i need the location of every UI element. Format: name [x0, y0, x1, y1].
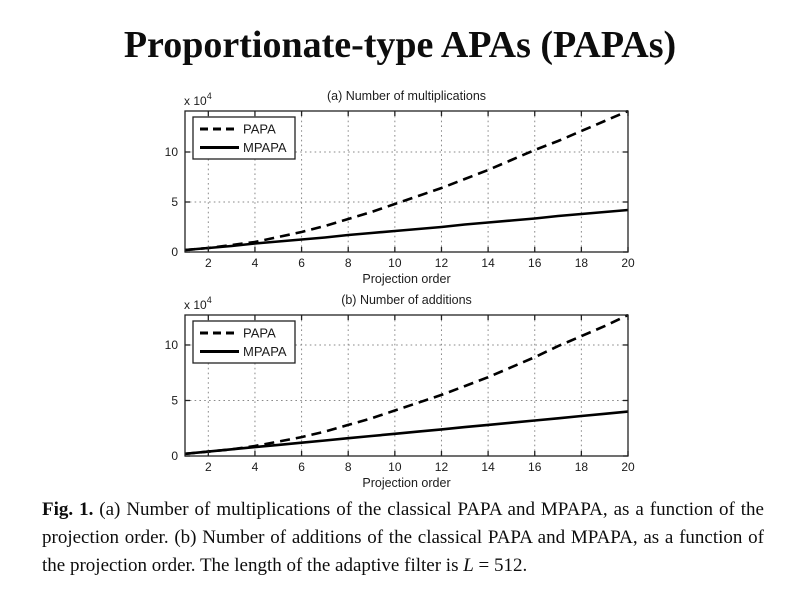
x-tick-label: 12 [434, 460, 449, 474]
y-scale-label: x $10^4$ [184, 295, 212, 312]
x-tick-label: 2 [204, 460, 212, 474]
x-tick-label: 16 [528, 256, 542, 270]
y-scale-label: x $10^4$ [184, 91, 212, 108]
x-tick-label: 14 [481, 256, 495, 270]
x-tick-label: 4 [251, 460, 259, 474]
x-axis-label: Projection order [362, 476, 451, 490]
x-tick-label: 8 [344, 256, 352, 270]
x-tick-label: 6 [298, 256, 305, 270]
y-tick-label: 10 [164, 337, 178, 352]
legend-label-papa: PAPA [243, 121, 276, 137]
filter-length-value: = 512. [473, 555, 528, 576]
x-tick-label: 20 [621, 460, 635, 474]
legend-label-papa: PAPA [243, 325, 276, 341]
filter-length-variable: L [463, 555, 474, 576]
legend-label-mpapa: MPAPA [243, 344, 287, 359]
legend [193, 321, 295, 363]
x-tick-label: 18 [574, 256, 589, 270]
x-tick-label: 18 [574, 460, 589, 474]
y-tick-label: 10 [164, 145, 178, 159]
x-tick-label: 4 [251, 256, 259, 270]
x-axis-label: Projection order [362, 272, 451, 286]
chart-title: (a) Number of multiplications [326, 89, 487, 103]
x-tick-label: 6 [298, 460, 305, 474]
x-tick-label: 10 [388, 460, 402, 474]
chart-title: (b) Number of additions [341, 293, 472, 307]
y-tick-label: 0 [171, 245, 178, 259]
x-tick-label: 20 [621, 256, 635, 270]
caption-text: (a) Number of multiplications of the classical PAPA and MPAPA, as a function of the projection order. (b) Number of additions of the classical PAPA and MPAPA, as a function of the projection order. The length of the adaptive filter is [42, 499, 764, 576]
x-tick-label: 10 [388, 256, 402, 270]
legend-label-mpapa: MPAPA [243, 140, 287, 155]
x-tick-label: 16 [528, 460, 542, 474]
y-tick-label: 5 [171, 393, 178, 408]
page-title: Proportionate-type APAs (PAPAs) [123, 24, 677, 66]
chart-number-of-multiplications [150, 84, 670, 290]
legend [193, 117, 295, 159]
chart-number-of-additions [150, 288, 670, 494]
x-tick-label: 12 [434, 256, 449, 270]
y-tick-label: 0 [171, 449, 178, 463]
x-tick-label: 8 [344, 460, 352, 474]
x-tick-label: 14 [481, 460, 495, 474]
caption-fig-label: Fig. 1. [42, 499, 94, 520]
figure-caption [42, 496, 764, 580]
y-tick-label: 5 [171, 195, 178, 209]
x-tick-label: 2 [204, 256, 212, 270]
